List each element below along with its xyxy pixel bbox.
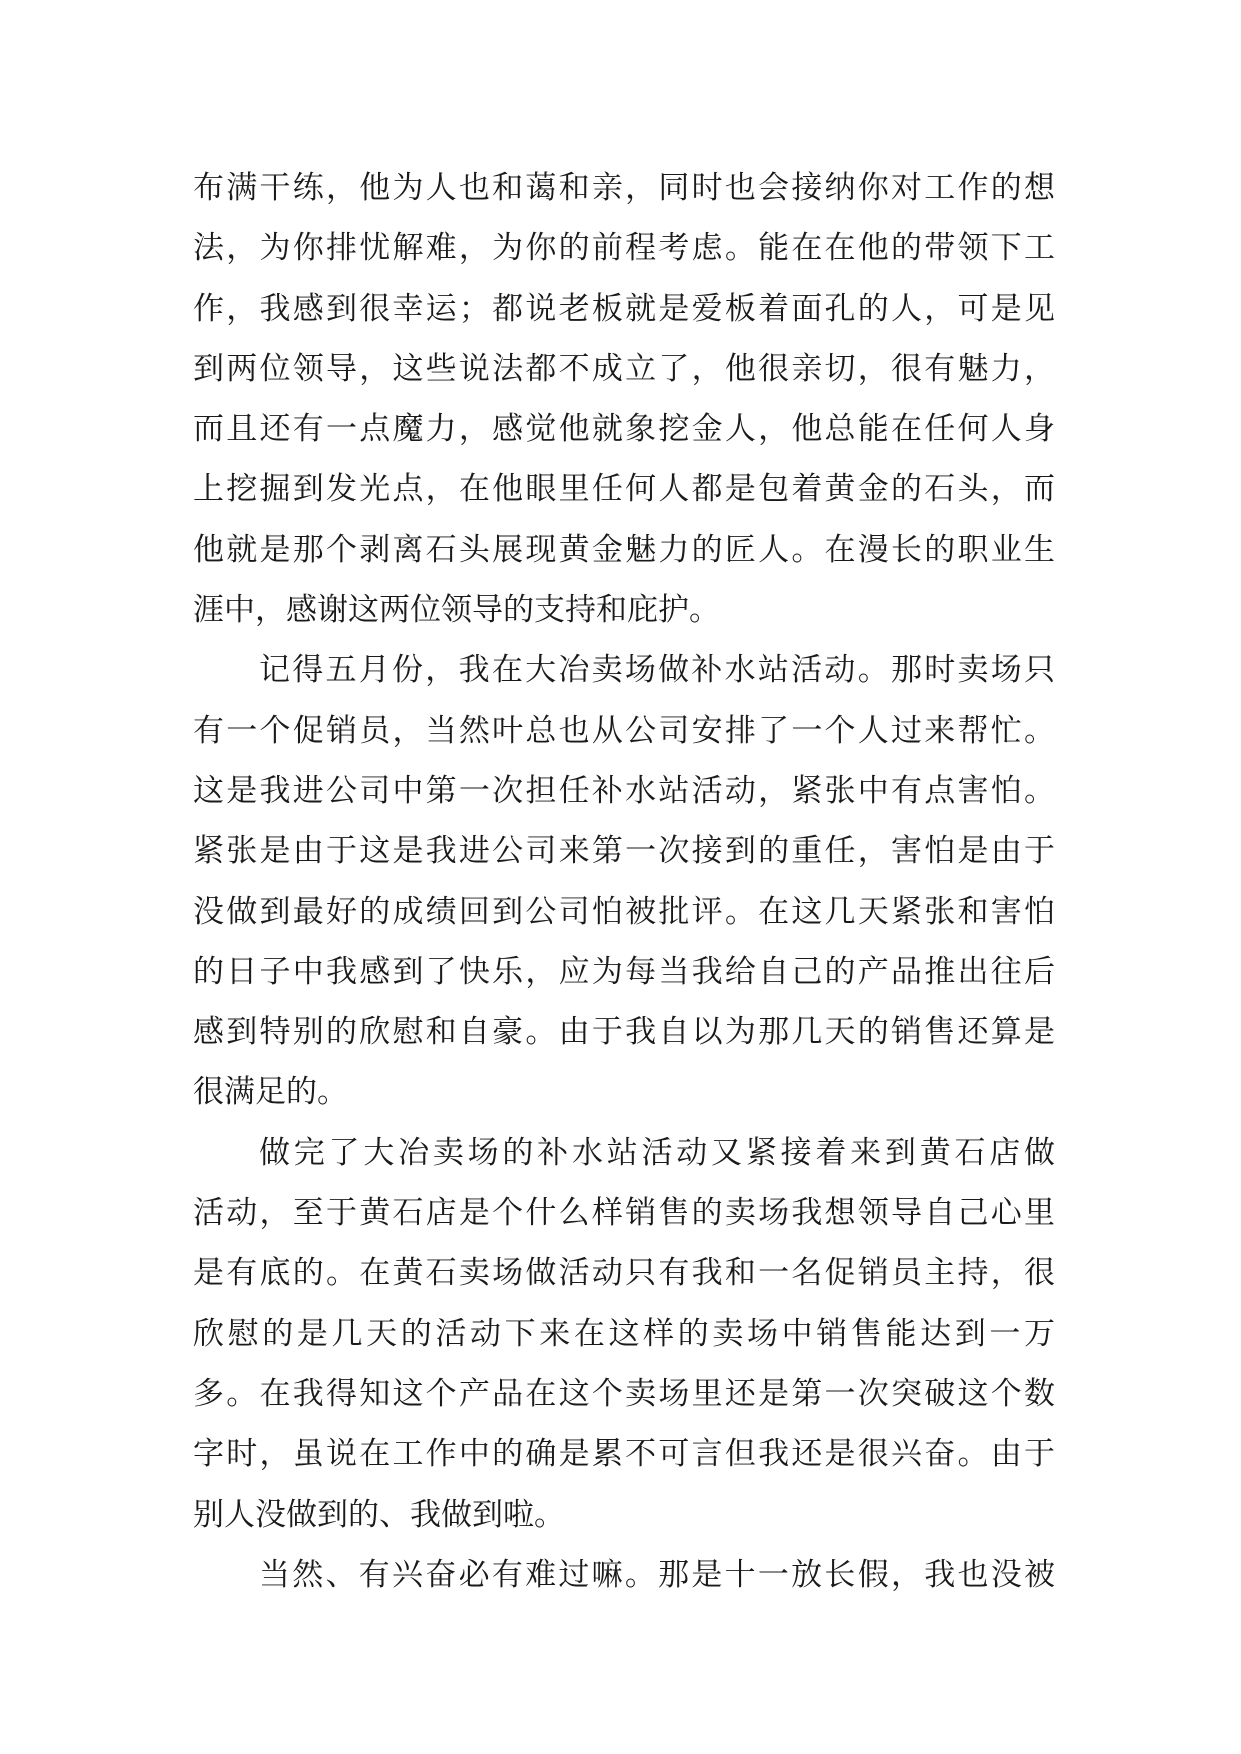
text-line: 没做到最好的成绩回到公司怕被批评。在这几天紧张和害怕 — [193, 893, 1055, 930]
text-line: 别人没做到的、我做到啦。 — [193, 1496, 565, 1533]
text-line: 作，我感到很幸运；都说老板就是爱板着面孔的人，可是见 — [193, 290, 1055, 327]
text-line: 是有底的。在黄石卖场做活动只有我和一名促销员主持，很 — [193, 1255, 1055, 1292]
text-line: 这是我进公司中第一次担任补水站活动，紧张中有点害怕。 — [193, 772, 1055, 809]
text-line: 布满干练，他为人也和蔼和亲，同时也会接纳你对工作的想 — [193, 170, 1055, 206]
text-line: 的日子中我感到了快乐，应为每当我给自己的产品推出往后 — [193, 953, 1055, 990]
text-line: 很满足的。 — [193, 1074, 348, 1111]
text-line: 紧张是由于这是我进公司来第一次接到的重任，害怕是由于 — [193, 833, 1055, 870]
body-text — [193, 158, 1055, 1605]
paragraph-first-line: 做完了大冶卖场的补水站活动又紧接着来到黄石店做 — [259, 1134, 1055, 1171]
text-line: 字时，虽说在工作中的确是累不可言但我还是很兴奋。由于 — [193, 1436, 1055, 1473]
text-line: 有一个促销员，当然叶总也从公司安排了一个人过来帮忙。 — [193, 712, 1055, 749]
text-line: 感到特别的欣慰和自豪。由于我自以为那几天的销售还算是 — [193, 1014, 1055, 1051]
text-line: 上挖掘到发光点，在他眼里任何人都是包着黄金的石头，而 — [193, 471, 1055, 508]
text-line: 欣慰的是几天的活动下来在这样的卖场中销售能达到一万 — [193, 1315, 1055, 1352]
text-line: 法，为你排忧解难，为你的前程考虑。能在在他的带领下工 — [193, 230, 1055, 267]
paragraph-first-line: 当然、有兴奋必有难过嘛。那是十一放长假，我也没被 — [259, 1556, 1055, 1593]
text-line: 他就是那个剥离石头展现黄金魅力的匠人。在漫长的职业生 — [193, 531, 1055, 568]
text-line: 到两位领导，这些说法都不成立了，他很亲切，很有魅力， — [193, 350, 1055, 387]
paragraph-first-line: 记得五月份，我在大冶卖场做补水站活动。那时卖场只 — [259, 652, 1055, 689]
text-line: 多。在我得知这个产品在这个卖场里还是第一次突破这个数 — [193, 1375, 1055, 1412]
text-line: 涯中，感谢这两位领导的支持和庇护。 — [193, 592, 720, 629]
text-line: 而且还有一点魔力，感觉他就象挖金人，他总能在任何人身 — [193, 411, 1055, 448]
text-line: 活动，至于黄石店是个什么样销售的卖场我想领导自己心里 — [193, 1195, 1055, 1232]
